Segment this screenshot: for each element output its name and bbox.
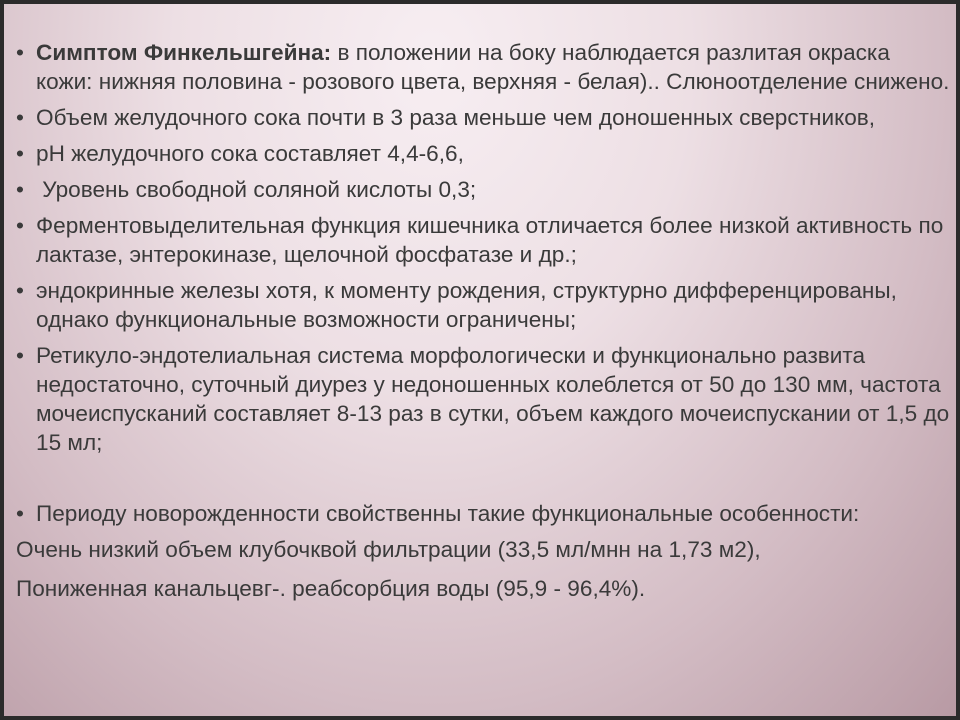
slide <box>4 4 956 716</box>
slide-content <box>16 38 952 603</box>
bullet-text: в положении на боку наблюдается разлитая окраска кожи: нижняя половина - розового цвета, верхняя - белая).. Слюноотделение снижено. <box>36 40 950 94</box>
bullet-item <box>16 139 952 168</box>
bullet-bold-term: Симптом Финкельшгейна: <box>36 40 332 65</box>
bullet-item <box>16 103 952 132</box>
bullet-item <box>16 341 952 457</box>
bullet-text: Уровень свободной соляной кислоты 0,3; <box>36 177 477 202</box>
bullet-item <box>16 38 952 96</box>
bullet-text: Ферментовыделительная функция кишечника отличается более низкой активность по лактазе, энтерокиназе, щелочной фосфатазе и др.; <box>36 213 944 267</box>
bullet-text: эндокринные железы хотя, к моменту рождения, структурно дифференцированы, однако функциональные возможности ограничены; <box>36 278 897 332</box>
bullet-item <box>16 175 952 204</box>
bullet-item <box>16 276 952 334</box>
bullet-item <box>16 211 952 269</box>
bullet-text: Периоду новорожденности свойственны такие функциональные особенности: <box>36 501 860 526</box>
bullet-text: Объем желудочного сока почти в 3 раза меньше чем доношенных сверстников, <box>36 105 876 130</box>
bullet-item <box>16 499 952 528</box>
bullet-text: pH желудочного сока составляет 4,4-6,6, <box>36 141 464 166</box>
bullet-text: Ретикуло-эндотелиальная система морфологически и функционально развита недостаточно, суточный диурез у недоношенных колеблется от 50 до 130 мм, частота мочеиспусканий составляет 8-13 раз в сутки, объем каждого мочеиспускании от 1,5 до 15 мл; <box>36 343 950 455</box>
plain-line: Очень низкий объем клубочквой фильтрации (33,5 мл/мнн на 1,73 м2), <box>16 537 761 562</box>
spacer <box>16 464 952 499</box>
plain-line: Пониженная канальцевг-. реабсорбция воды (95,9 - 96,4%). <box>16 576 646 601</box>
